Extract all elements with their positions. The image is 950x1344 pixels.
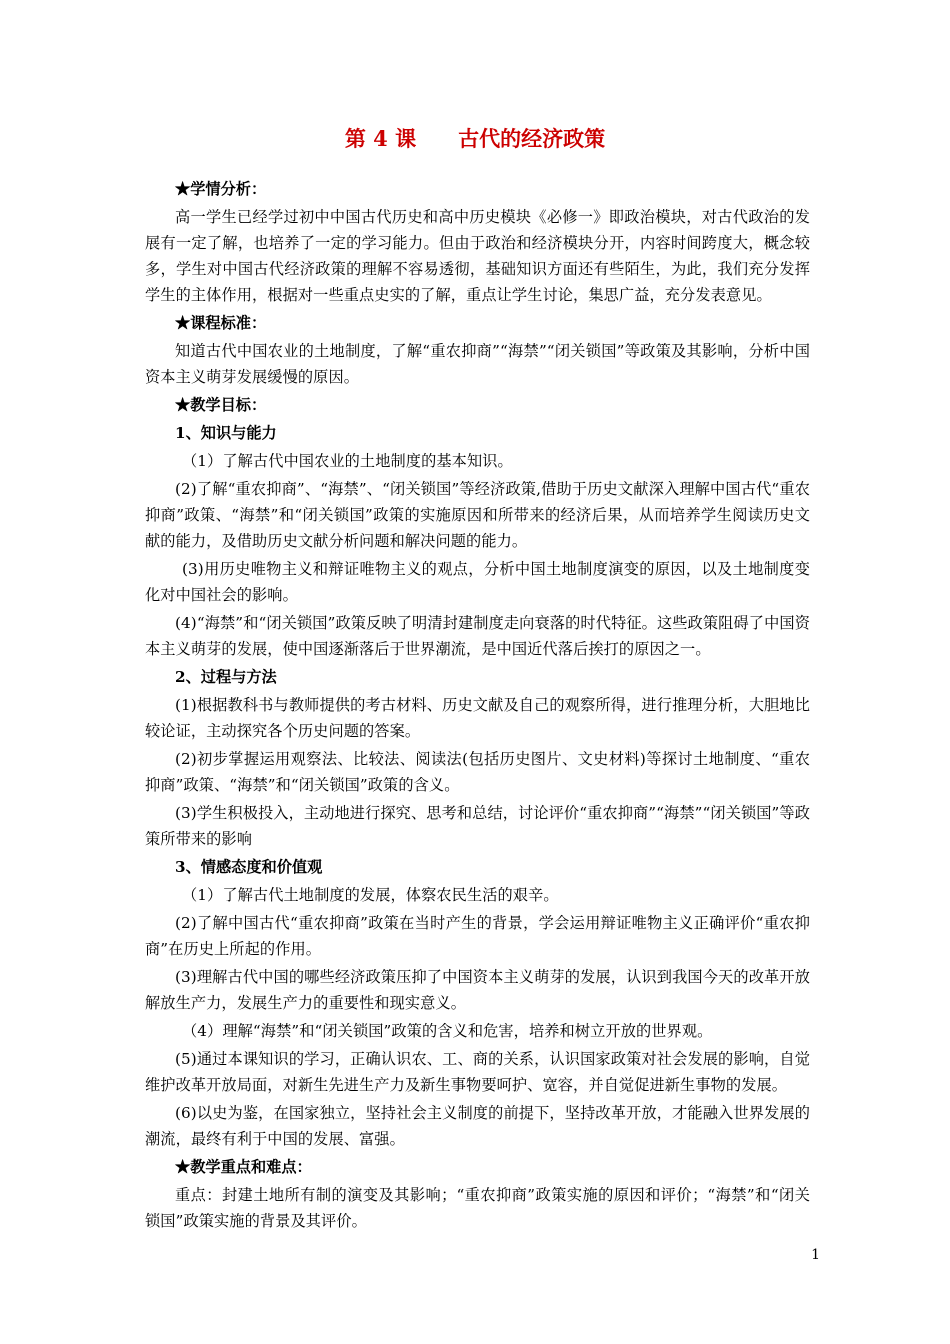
paragraph-knowledge-2: (2)了解“重农抑商”、“海禁”、“闭关锁国”等经济政策,借助于历史文献深入理解中国古代“重农抑商”政策、“海禁”和“闭关锁国”政策的实施原因和所带来的经济后果，从而培养学生阅读历史文献的能力，及借助历史文献分析问题和解决问题的能力。 [145,480,810,550]
paragraph-emotion-4: （4）理解“海禁”和“闭关锁国”政策的含义和危害，培养和树立开放的世界观。 [182,1022,713,1040]
paragraph-process-1: (1)根据教科书与教师提供的考古材料、历史文献及自己的观察所得，进行推理分析，大胆地比较论证，主动探究各个历史问题的答案。 [145,696,810,740]
paragraph-key-points: 重点：封建土地所有制的演变及其影响；“重农抑商”政策实施的原因和评价；“海禁”和“闭关锁国”政策实施的背景及其评价。 [145,1186,810,1230]
document-body [145,174,810,1234]
paragraph-process-2: (2)初步掌握运用观察法、比较法、阅读法(包括历史图片、文史材料)等探讨土地制度、“重农抑商”政策、“海禁”和“闭关锁国”政策的含义。 [145,750,810,794]
paragraph-learning-analysis: 高一学生已经学过初中中国古代历史和高中历史模块《必修一》即政治模块，对古代政治的发展有一定了解，也培养了一定的学习能力。但由于政治和经济模块分开，内容时间跨度大，概念较多，学生对中国古代经济政策的理解不容易透彻，基础知识方面还有些陌生，为此，我们充分发挥学生的主体作用，根据对一些重点史实的了解，重点让学生讨论，集思广益，充分发表意见。 [145,208,810,304]
heading-emotion-values: 3、情感态度和价值观 [175,858,323,876]
paragraph-curriculum-standard: 知道古代中国农业的土地制度，了解“重农抑商”“海禁”“闭关锁国”等政策及其影响，分析中国资本主义萌芽发展缓慢的原因。 [145,342,810,386]
paragraph-knowledge-1: （1）了解古代中国农业的土地制度的基本知识。 [182,452,513,470]
paragraph-knowledge-4: (4)“海禁”和“闭关锁国”政策反映了明清封建制度走向衰落的时代特征。这些政策阻碍了中国资本主义萌芽的发展，使中国逐渐落后于世界潮流，是中国近代落后挨打的原因之一。 [145,614,810,658]
heading-learning-analysis: ★学情分析： [175,180,267,198]
heading-knowledge-ability: 1、知识与能力 [175,424,277,442]
paragraph-emotion-1: （1）了解古代土地制度的发展，体察农民生活的艰辛。 [182,886,559,904]
paragraph-emotion-6: (6)以史为鉴，在国家独立，坚持社会主义制度的前提下，坚持改革开放，才能融入世界发展的潮流，最终有利于中国的发展、富强。 [145,1104,810,1148]
paragraph-emotion-2: (2)了解中国古代“重农抑商”政策在当时产生的背景，学会运用辩证唯物主义正确评价“重农抑商”在历史上所起的作用。 [145,914,810,958]
page-number: 1 [811,1247,820,1263]
heading-teaching-goals: ★教学目标： [175,396,267,414]
page-title: 第 4 课 古代的经济政策 [344,126,606,151]
heading-key-points: ★教学重点和难点： [175,1158,312,1176]
paragraph-process-3: (3)学生积极投入，主动地进行探究、思考和总结，讨论评价“重农抑商”“海禁”“闭关锁国”等政策所带来的影响 [145,804,810,848]
paragraph-knowledge-3: (3)用历史唯物主义和辩证唯物主义的观点，分析中国土地制度演变的原因，以及土地制度变化对中国社会的影响。 [145,560,810,604]
heading-process-method: 2、过程与方法 [175,668,277,686]
paragraph-emotion-5: (5)通过本课知识的学习，正确认识农、工、商的关系，认识国家政策对社会发展的影响，自觉维护改革开放局面，对新生先进生产力及新生事物要呵护、宽容，并自觉促进新生事物的发展。 [145,1050,810,1094]
paragraph-emotion-3: (3)理解古代中国的哪些经济政策压抑了中国资本主义萌芽的发展，认识到我国今天的改革开放解放生产力，发展生产力的重要性和现实意义。 [145,968,810,1012]
heading-curriculum-standard: ★课程标准： [175,314,267,332]
